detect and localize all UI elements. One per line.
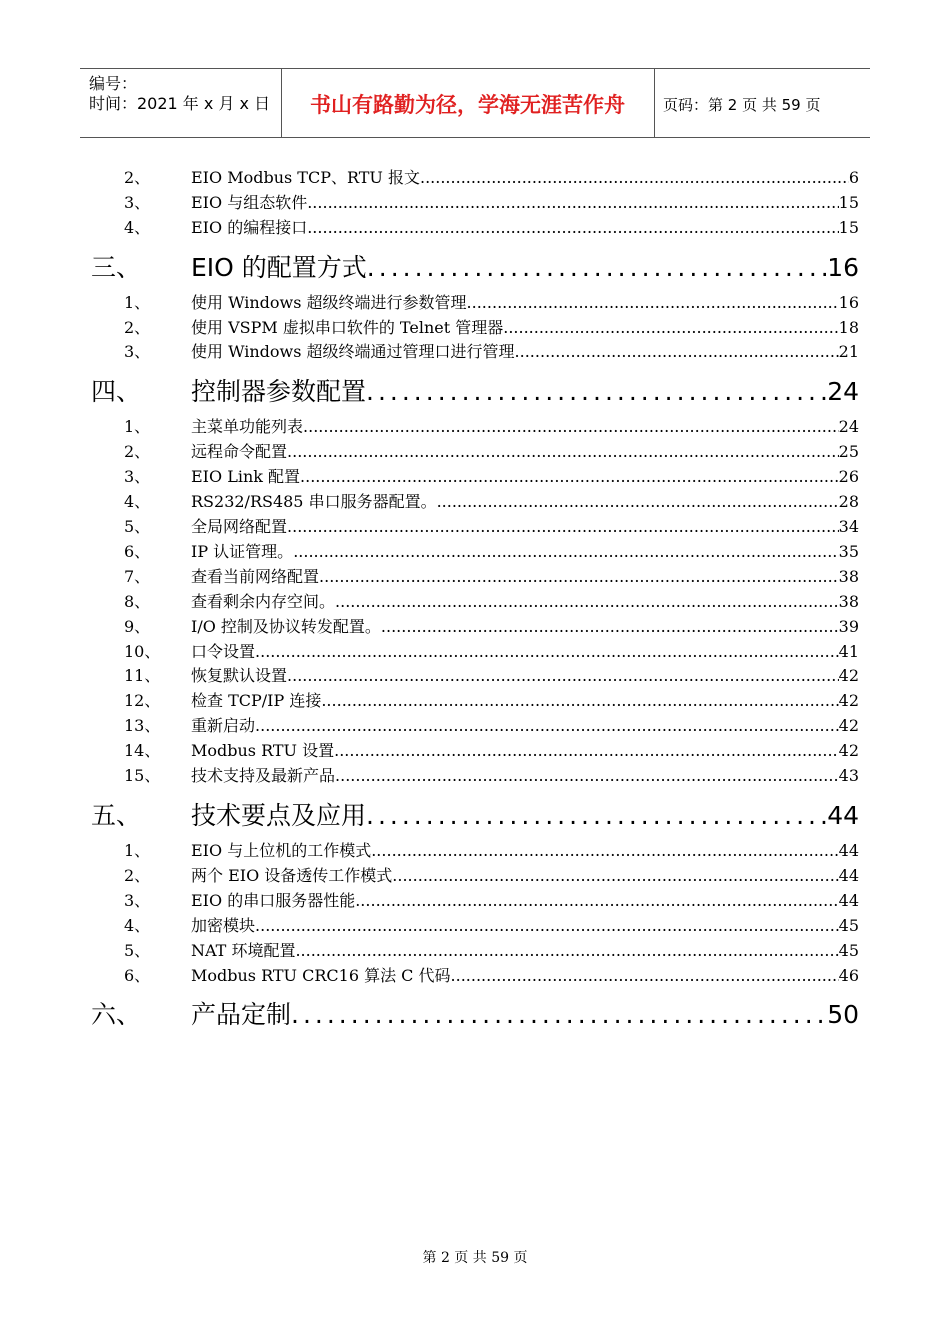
toc-entry-number: 6、 [124,966,151,985]
toc-entry-page: 28 [838,492,859,511]
toc-dot-leader [300,467,839,487]
toc-entry-title: 重新启动 [191,716,256,735]
toc-entry-title: EIO Link 配置 [191,467,301,486]
toc-entry-title: Modbus RTU CRC16 算法 C 代码 [191,966,451,985]
toc-entry-page: 43 [838,766,859,785]
toc-entry-page: 18 [838,318,859,337]
toc-entry-leader [191,592,859,612]
toc-entry-title: EIO Modbus TCP、RTU 报文 [191,168,420,187]
toc-dot-leader [321,691,838,711]
toc-entry-leader [191,866,859,886]
toc-entry-number: 2、 [124,168,151,187]
toc-entry-number: 14、 [124,741,161,760]
toc-entry-number: 3、 [124,891,151,910]
toc-entry-leader [191,841,859,861]
toc-dot-leader [334,741,839,761]
header-meta-cell [80,69,282,137]
toc-entry-page: 34 [838,517,859,536]
toc-entry-title: 检查 TCP/IP 连接 [191,691,322,710]
toc-dot-leader [420,168,849,188]
toc-entry-leader [191,442,859,462]
toc-entry-number: 5、 [124,517,151,536]
toc-dot-leader [287,517,839,537]
toc-entry-number: 1、 [124,417,151,436]
toc-entry-title: 产品定制 [191,1000,292,1029]
toc-entry-page: 38 [838,567,859,586]
toc-entry-title: 远程命令配置 [191,442,288,461]
toc-entry-page: 42 [838,666,859,685]
toc-dot-leader [287,442,839,462]
toc-dot-leader [319,567,839,587]
toc-dot-leader [335,592,839,612]
toc-entry-leader [191,492,859,512]
toc-entry-page: 46 [838,966,859,985]
toc-entry-number: 五、 [91,801,142,830]
toc-entry-page: 44 [838,866,859,885]
header-motto: 书山有路勤为径，学海无涯苦作舟 [310,93,625,117]
toc-entry-leader [191,691,859,711]
document-number-label: 编号： [89,74,138,93]
toc-entry-leader [191,168,859,188]
toc-entry-page: 44 [838,841,859,860]
toc-dot-leader [451,966,839,986]
toc-entry-page: 38 [838,592,859,611]
toc-dot-leader [335,766,839,786]
toc-dot-leader [291,999,827,1031]
toc-entry-leader [191,642,859,662]
toc-entry-number: 15、 [124,766,161,785]
toc-entry-leader [191,517,859,537]
toc-entry-number: 2、 [124,318,151,337]
toc-entry-title: 技术支持及最新产品 [191,766,336,785]
toc-entry-page: 15 [838,218,859,237]
toc-entry-title: 恢复默认设置 [191,666,288,685]
toc-entry-title: 使用 Windows 超级终端通过管理口进行管理 [191,342,515,361]
toc-entry-number: 10、 [124,642,161,661]
toc-entry-title: 口令设置 [191,642,256,661]
toc-entry-number: 12、 [124,691,161,710]
header-page-cell [654,69,870,137]
toc-dot-leader [255,642,839,662]
toc-dot-leader [366,800,827,832]
toc-entry-title: EIO 的编程接口 [191,218,308,237]
toc-entry-leader [191,916,859,936]
toc-dot-leader [467,293,839,313]
toc-entry-page: 16 [827,253,859,282]
toc-entry-title: 使用 Windows 超级终端进行参数管理 [191,293,467,312]
toc-entry-number: 3、 [124,342,151,361]
toc-entry-number: 四、 [91,377,142,406]
page-header [80,68,870,138]
toc-entry-leader [191,999,859,1031]
header-page-info: 页码：第 2 页 共 59 页 [663,96,821,114]
toc-dot-leader [367,252,827,284]
toc-entry-page: 24 [838,417,859,436]
toc-entry-number: 5、 [124,941,151,960]
toc-entry-page: 50 [827,1000,859,1029]
toc-entry-title: RS232/RS485 串口服务器配置。 [191,492,437,511]
toc-dot-leader [392,866,838,886]
toc-entry-title: NAT 环境配置 [191,941,296,960]
toc-entry-leader [191,800,859,832]
toc-entry-number: 3、 [124,467,151,486]
toc-entry-leader [191,666,859,686]
toc-entry-leader [191,293,859,313]
toc-entry-page: 42 [838,691,859,710]
toc-entry-leader [191,318,859,338]
toc-dot-leader [355,891,838,911]
toc-entry-title: EIO 与上位机的工作模式 [191,841,372,860]
toc-dot-leader [307,218,838,238]
toc-entry-number: 3、 [124,193,151,212]
toc-dot-leader [287,666,839,686]
toc-entry-leader [191,342,859,362]
toc-dot-leader [293,542,838,562]
toc-entry-leader [191,218,859,238]
toc-dot-leader [255,916,839,936]
toc-entry-leader [191,252,859,284]
toc-entry-number: 1、 [124,841,151,860]
toc-entry-leader [191,193,859,213]
toc-entry-number: 11、 [124,666,161,685]
toc-entry-number: 13、 [124,716,161,735]
toc-entry-number: 4、 [124,492,151,511]
toc-dot-leader [255,716,839,736]
toc-entry-leader [191,941,859,961]
toc-entry-number: 三、 [91,253,142,282]
toc-entry-title: EIO 的配置方式 [191,253,367,282]
toc-dot-leader [515,342,839,362]
toc-entry-leader [191,467,859,487]
toc-entry-leader [191,417,859,437]
page-footer: 第 2 页 共 59 页 [422,1250,528,1266]
toc-entry-leader [191,966,859,986]
toc-entry-title: 控制器参数配置 [191,377,367,406]
toc-entry-title: 全局网络配置 [191,517,288,536]
toc-entry-leader [191,891,859,911]
toc-entry-number: 4、 [124,218,151,237]
document-date: 时间：2021 年 x 月 x 日 [89,94,271,113]
toc-entry-title: I/O 控制及协议转发配置。 [191,617,381,636]
toc-entry-page: 26 [838,467,859,486]
toc-entry-number: 8、 [124,592,151,611]
toc-dot-leader [303,417,839,437]
toc-entry-title: Modbus RTU 设置 [191,741,335,760]
toc-dot-leader [437,492,839,512]
toc-entry-title: IP 认证管理。 [191,542,294,561]
toc-entry-number: 2、 [124,442,151,461]
toc-entry-title: 主菜单功能列表 [191,417,304,436]
toc-entry-page: 24 [827,377,859,406]
toc-entry-number: 9、 [124,617,151,636]
toc-entry-leader [191,376,859,408]
toc-entry-title: 加密模块 [191,916,256,935]
toc-entry-page: 16 [838,293,859,312]
toc-entry-page: 42 [838,741,859,760]
toc-entry-number: 六、 [91,1000,142,1029]
toc-entry-number: 6、 [124,542,151,561]
toc-entry-page: 21 [838,342,859,361]
toc-entry-leader [191,716,859,736]
toc-dot-leader [307,193,838,213]
toc-dot-leader [381,617,839,637]
toc-entry-page: 6 [848,168,859,187]
toc-dot-leader [371,841,838,861]
toc-entry-title: 两个 EIO 设备透传工作模式 [191,866,393,885]
toc-entry-page: 15 [838,193,859,212]
toc-dot-leader [295,941,838,961]
toc-entry-page: 41 [838,642,859,661]
toc-entry-number: 7、 [124,567,151,586]
toc-entry-title: 技术要点及应用 [191,801,367,830]
toc-dot-leader [366,376,827,408]
toc-entry-page: 44 [827,801,859,830]
toc-entry-leader [191,542,859,562]
toc-entry-page: 25 [838,442,859,461]
toc-entry-page: 44 [838,891,859,910]
toc-entry-leader [191,766,859,786]
toc-entry-leader [191,617,859,637]
toc-dot-leader [503,318,838,338]
toc-entry-title: EIO 与组态软件 [191,193,308,212]
header-motto-cell [281,69,655,137]
toc-entry-page: 45 [838,941,859,960]
toc-entry-title: 查看剩余内存空间。 [191,592,336,611]
toc-entry-page: 39 [838,617,859,636]
toc-entry-page: 35 [838,542,859,561]
toc-entry-leader [191,567,859,587]
toc-entry-number: 4、 [124,916,151,935]
toc-entry-page: 45 [838,916,859,935]
toc-entry-number: 2、 [124,866,151,885]
toc-entry-title: 查看当前网络配置 [191,567,320,586]
toc-entry-leader [191,741,859,761]
toc-entry-title: EIO 的串口服务器性能 [191,891,356,910]
toc-entry-number: 1、 [124,293,151,312]
toc-entry-title: 使用 VSPM 虚拟串口软件的 Telnet 管理器 [191,318,504,337]
toc-entry-page: 42 [838,716,859,735]
